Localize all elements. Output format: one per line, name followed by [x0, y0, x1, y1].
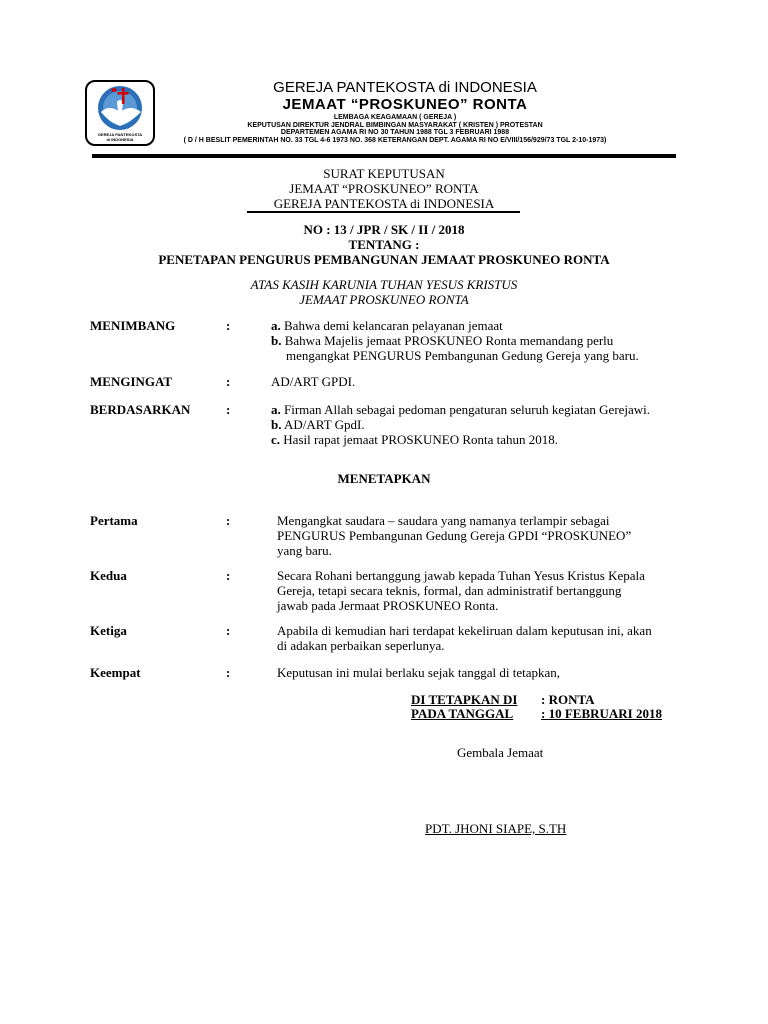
logo-caption-line2: di INDONESIA: [106, 137, 134, 142]
date-value: : 10 FEBRUARI 2018: [541, 706, 662, 721]
date-label: PADA TANGGAL: [411, 706, 514, 721]
header-rule: [92, 154, 676, 158]
title-line-3: GEREJA PANTEKOSTA di INDONESIA: [273, 196, 495, 211]
legal-line-1: LEMBAGA KEAGAMAAN ( GEREJA ): [333, 114, 457, 121]
berdasarkan-items: [271, 402, 681, 447]
legal-basis-block: [140, 114, 650, 144]
article-kedua-text: Secara Rohani bertanggung jawab kepada Tuhan Yesus Kristus Kepala Gereja, tetapi secara teknis, formal, dan administratif bertanggung jawab pada Jermaat PROSKUNEO Ronta.: [277, 568, 645, 613]
list-item: a. Bahwa demi kelancaran pelayanan jemaat: [271, 318, 503, 333]
legal-line-2: KEPUTUSAN DIREKTUR JENDRAL BIMBINGAN MASYARAKAT ( KRISTEN ) PROTESTAN: [247, 121, 543, 129]
article-kedua-label: Kedua: [90, 568, 127, 583]
legal-line-3: DEPARTEMEN AGAMA RI NO 30 TAHUN 1988 TGL 3 FEBRUARI 1988: [280, 129, 510, 137]
blessing-line-1: ATAS KASIH KARUNIA TUHAN YESUS KRISTUS: [250, 277, 518, 292]
place-label: DI TETAPKAN DI: [411, 692, 518, 707]
title-underline: [247, 211, 520, 213]
title-line-2: JEMAAT “PROSKUNEO” RONTA: [289, 181, 479, 196]
mengingat-label: MENGINGAT: [90, 374, 173, 389]
article-pertama-colon: :: [226, 513, 231, 528]
document-title: [200, 166, 568, 211]
logo-caption-line1: GEREJA PANTEKOSTA: [97, 132, 143, 137]
menimbang-colon: :: [226, 318, 231, 333]
org-name: GEREJA PANTEKOSTA di INDONESIA: [273, 79, 537, 96]
title-line-1: SURAT KEPUTUSAN: [323, 166, 445, 181]
list-item: a. Firman Allah sebagai pedoman pengaturan seluruh kegiatan Gerejawi.: [271, 402, 651, 417]
article-ketiga-label: Ketiga: [90, 623, 127, 638]
article-keempat-colon: :: [226, 665, 231, 680]
article-ketiga-text: Apabila di kemudian hari terdapat kekeliruan dalam keputusan ini, akan di adakan perbaikan seperlunya.: [277, 623, 652, 653]
article-pertama-label: Pertama: [90, 513, 138, 528]
decree-number: NO : 13 / JPR / SK / II / 2018: [303, 222, 465, 237]
congregation-name: JEMAAT “PROSKUNEO” RONTA: [282, 96, 528, 113]
article-keempat-text: Keputusan ini mulai berlaku sejak tanggal di tetapkan,: [277, 665, 561, 680]
article-kedua-colon: :: [226, 568, 231, 583]
signer-name: PDT. JHONI SIAPE, S.TH: [425, 821, 567, 836]
mengingat-text: AD/ART GPDI.: [271, 374, 356, 389]
list-item: b. AD/ART GpdI.: [271, 417, 365, 432]
list-item: b. Bahwa Majelis jemaat PROSKUNEO Ronta memandang perlu: [271, 333, 614, 348]
article-pertama-text: Mengangkat saudara – saudara yang namanya terlampir sebagai PENGURUS Pembangunan Gedung Gereja GPDI “PROSKUNEO” yang baru.: [277, 513, 632, 558]
berdasarkan-label: BERDASARKAN: [90, 402, 191, 417]
legal-line-4: ( D / H BESLIT PEMERINTAH NO. 33 TGL 4-6 1973 NO. 368 KETERANGAN DEPT. AGAMA RI NO E/VIII/156/929/73 TGL 2-10-1973): [183, 136, 607, 144]
menimbang-label: MENIMBANG: [90, 318, 176, 333]
signer-role: Gembala Jemaat: [457, 745, 544, 760]
blessing-line-2: JEMAAT PROSKUNEO RONTA: [299, 292, 469, 307]
menimbang-items: [271, 318, 681, 363]
decree-about: TENTANG :: [348, 237, 420, 252]
article-keempat-label: Keempat: [90, 665, 141, 680]
decision-heading: MENETAPKAN: [337, 471, 431, 486]
decree-subject: PENETAPAN PENGURUS PEMBANGUNAN JEMAAT PROSKUNEO RONTA: [158, 252, 610, 267]
decree-block: [100, 222, 668, 267]
list-item-continuation: mengangkat PENGURUS Pembangunan Gedung Gereja yang baru.: [286, 348, 639, 363]
blessing-block: [150, 277, 618, 307]
mengingat-colon: :: [226, 374, 231, 389]
list-item: c. Hasil rapat jemaat PROSKUNEO Ronta tahun 2018.: [271, 432, 559, 447]
berdasarkan-colon: :: [226, 402, 231, 417]
article-ketiga-colon: :: [226, 623, 231, 638]
place-value: : RONTA: [541, 692, 595, 707]
